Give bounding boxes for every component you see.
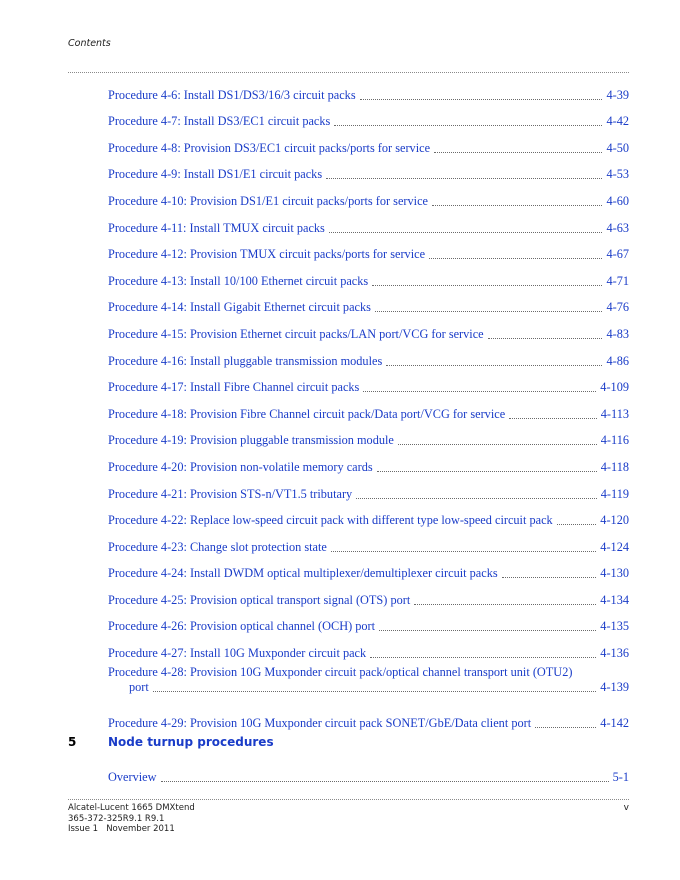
toc-entry-title: Procedure 4-23: Change slot protection state: [108, 539, 327, 554]
toc-entry-title: Procedure 4-26: Provision optical channel (OCH) port: [108, 619, 376, 634]
dot-leader: [429, 258, 602, 259]
toc-entry[interactable]: [108, 342, 629, 369]
toc-entry-title: Procedure 4-8: Provision DS3/EC1 circuit packs/ports for service: [108, 140, 431, 155]
toc-entry-title: Procedure 4-17: Install Fibre Channel circuit packs: [108, 380, 360, 395]
toc-entry-title: Procedure 4-16: Install pluggable transmission modules: [108, 353, 383, 368]
running-header: Contents: [68, 38, 111, 49]
dot-leader: [535, 727, 596, 728]
toc-entry-title: Procedure 4-25: Provision optical transport signal (OTS) port: [108, 592, 411, 607]
toc-entry[interactable]: [108, 156, 629, 183]
toc-entry[interactable]: [108, 555, 629, 582]
toc-entry-title: Procedure 4-22: Replace low-speed circuit pack with different type low-speed circuit pack: [108, 513, 553, 528]
dot-leader: [379, 630, 596, 631]
toc-entry[interactable]: [108, 103, 629, 130]
toc-entry-title: Procedure 4-20: Provision non-volatile memory cards: [108, 459, 373, 474]
dot-leader: [161, 781, 609, 782]
footer-doc-number: 365-372-325R9.1 R9.1: [68, 813, 165, 824]
toc-entry-page: 4-139: [600, 680, 629, 695]
toc-entry-page: 4-130: [600, 566, 629, 581]
toc-entry-page: 4-118: [600, 459, 629, 474]
toc-entry-page: 4-39: [606, 87, 629, 102]
toc-entry[interactable]: [108, 528, 629, 555]
toc-entry[interactable]: [108, 209, 629, 236]
dot-leader: [363, 391, 596, 392]
toc-entry-title: Procedure 4-11: Install TMUX circuit packs: [108, 220, 325, 235]
toc-entry-title: Procedure 4-13: Install 10/100 Ethernet circuit packs: [108, 273, 369, 288]
toc-entry-page: 4-63: [606, 220, 629, 235]
toc-entry[interactable]: [108, 395, 629, 422]
toc-entry-page: 4-42: [606, 114, 629, 129]
toc-entry-page: 4-119: [600, 486, 629, 501]
toc-entry-page: 4-67: [606, 247, 629, 262]
toc-entry-4-29[interactable]: [108, 704, 629, 731]
toc-entry[interactable]: [108, 608, 629, 635]
toc-entry[interactable]: [108, 236, 629, 263]
dot-leader: [434, 152, 602, 153]
dot-leader: [432, 205, 602, 206]
toc-list: [108, 76, 629, 731]
toc-entry-title: Procedure 4-21: Provision STS-n/VT1.5 tributary: [108, 486, 353, 501]
toc-entry-overview[interactable]: [108, 758, 629, 785]
toc-entry-page: 4-135: [600, 619, 629, 634]
dot-leader: [153, 691, 596, 692]
dot-leader: [372, 285, 602, 286]
toc-entry-title: Procedure 4-12: Provision TMUX circuit packs/ports for service: [108, 247, 426, 262]
chapter-heading[interactable]: [68, 735, 629, 749]
toc-entry-title: Procedure 4-7: Install DS3/EC1 circuit packs: [108, 114, 331, 129]
toc-entry-title: Procedure 4-14: Install Gigabit Ethernet circuit packs: [108, 300, 371, 315]
toc-entry-title: Procedure 4-18: Provision Fibre Channel circuit pack/Data port/VCG for service: [108, 406, 506, 421]
dot-leader: [488, 338, 603, 339]
dot-leader: [557, 524, 597, 525]
toc-entry-title: Procedure 4-29: Provision 10G Muxponder circuit pack SONET/GbE/Data client port: [108, 715, 532, 730]
toc-entry[interactable]: [108, 422, 629, 449]
toc-list-chapter-5: [108, 758, 629, 785]
dot-leader: [375, 311, 603, 312]
dot-leader: [331, 551, 596, 552]
header-divider: [68, 72, 629, 73]
toc-entry-title: Procedure 4-19: Provision pluggable transmission module: [108, 433, 394, 448]
dot-leader: [329, 232, 603, 233]
toc-entry[interactable]: [108, 262, 629, 289]
dot-leader: [386, 365, 602, 366]
toc-entry[interactable]: [108, 315, 629, 342]
dot-leader: [326, 178, 602, 179]
toc-entry[interactable]: [108, 129, 629, 156]
dot-leader: [414, 604, 596, 605]
dot-leader: [356, 498, 597, 499]
toc-entry-page: 4-60: [606, 193, 629, 208]
toc-entry-page: 4-124: [600, 539, 629, 554]
footer-issue: Issue 1 November 2011: [68, 824, 175, 834]
toc-entry-page: 4-113: [600, 406, 629, 421]
toc-entry-page: 4-71: [606, 273, 629, 288]
footer-divider: [68, 799, 629, 800]
toc-entry-title: Procedure 4-9: Install DS1/E1 circuit packs: [108, 167, 323, 182]
dot-leader: [360, 99, 603, 100]
dot-leader: [502, 577, 597, 578]
toc-entry[interactable]: [108, 634, 629, 661]
dot-leader: [334, 125, 602, 126]
chapter-title: Node turnup procedures: [108, 735, 274, 749]
toc-entry-title: Procedure 4-10: Provision DS1/E1 circuit packs/ports for service: [108, 193, 428, 208]
toc-entry-page: 4-120: [600, 513, 629, 528]
toc-entry[interactable]: [108, 448, 629, 475]
toc-entry[interactable]: [108, 182, 629, 209]
toc-entry-title: Procedure 4-27: Install 10G Muxponder circuit pack: [108, 646, 367, 661]
toc-entry[interactable]: [108, 76, 629, 103]
toc-entry[interactable]: [108, 581, 629, 608]
toc-entry-title: Procedure 4-28: Provision 10G Muxponder circuit pack/optical channel transport unit (OTU2): [108, 665, 573, 680]
toc-entry-title: Overview: [108, 769, 157, 784]
toc-entry-page: 4-136: [600, 646, 629, 661]
dot-leader: [377, 471, 597, 472]
toc-entry-page: 4-53: [606, 167, 629, 182]
toc-entry-page: 4-134: [600, 592, 629, 607]
toc-entry-page: 5-1: [612, 769, 629, 784]
toc-entry[interactable]: [108, 475, 629, 502]
toc-entry-page: 4-76: [606, 300, 629, 315]
toc-entry-page: 4-109: [600, 380, 629, 395]
dot-leader: [509, 418, 597, 419]
toc-entry-page: 4-83: [606, 326, 629, 341]
toc-entry-title: Procedure 4-24: Install DWDM optical multiplexer/demultiplexer circuit packs: [108, 566, 498, 581]
dot-leader: [398, 444, 597, 445]
page-number: v: [623, 803, 629, 813]
page-footer: [68, 803, 629, 835]
toc-entry-title-cont: port: [129, 680, 149, 695]
toc-entry[interactable]: [108, 289, 629, 316]
toc-entry-page: 4-50: [606, 140, 629, 155]
chapter-number: 5: [68, 735, 77, 749]
toc-entry-page: 4-142: [600, 715, 629, 730]
toc-entry[interactable]: [108, 502, 629, 529]
footer-product: Alcatel-Lucent 1665 DMXtend: [68, 803, 195, 813]
toc-entry-page: 4-116: [600, 433, 629, 448]
toc-entry-title: Procedure 4-6: Install DS1/DS3/16/3 circuit packs: [108, 87, 356, 102]
toc-entry-4-28[interactable]: [108, 661, 629, 704]
toc-entry-title: Procedure 4-15: Provision Ethernet circuit packs/LAN port/VCG for service: [108, 326, 484, 341]
dot-leader: [370, 657, 596, 658]
toc-entry[interactable]: [108, 369, 629, 396]
toc-entry-page: 4-86: [606, 353, 629, 368]
